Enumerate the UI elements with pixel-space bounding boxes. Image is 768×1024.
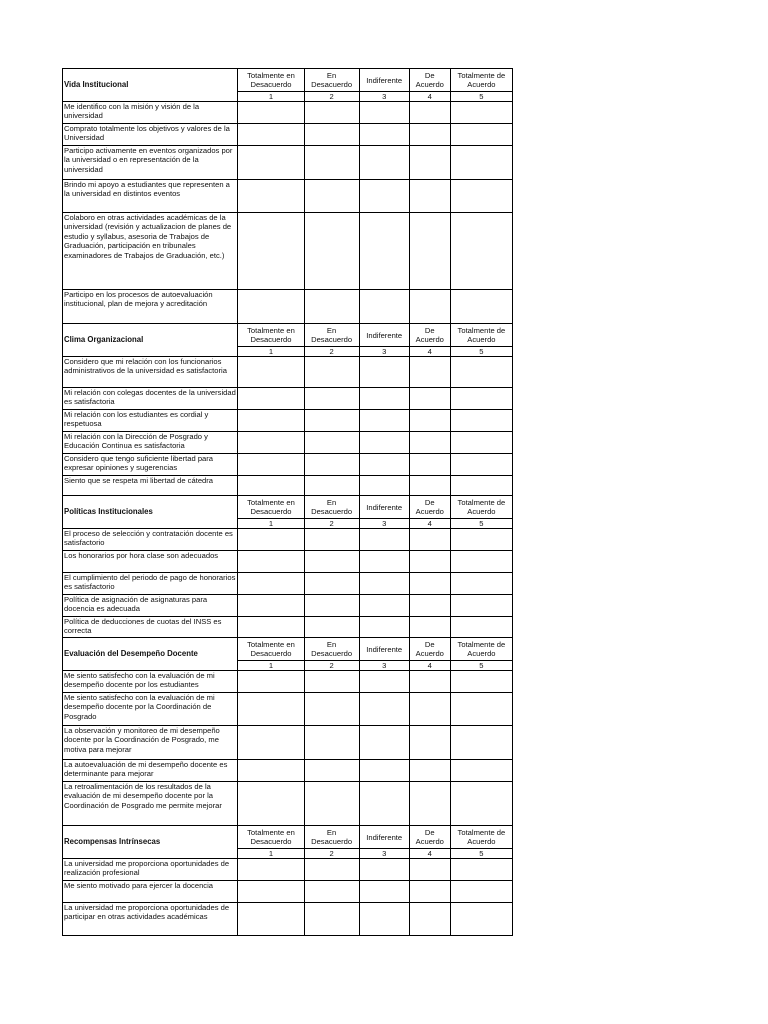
answer-cell[interactable] [304,290,359,324]
survey-table [62,68,513,936]
question-row [63,551,513,573]
answer-cell[interactable] [238,881,304,903]
answer-cell[interactable] [304,782,359,826]
scale-label: Totalmente de Acuerdo [450,638,512,661]
scale-value: 4 [409,347,450,357]
answer-cell[interactable] [238,595,304,617]
answer-cell[interactable] [359,881,409,903]
answer-cell[interactable] [450,357,512,388]
answer-cell[interactable] [409,290,450,324]
answer-cell[interactable] [238,671,304,693]
answer-cell[interactable] [359,357,409,388]
question-text: Mi relación con los estudiantes es cordial y respetuosa [63,410,238,432]
scale-value: 1 [238,519,304,529]
question-text: Siento que se respeta mi libertad de cátedra [63,476,238,496]
section-header-row [63,324,513,347]
answer-cell[interactable] [409,146,450,180]
scale-label: Totalmente en Desacuerdo [238,826,304,849]
answer-cell[interactable] [238,903,304,936]
question-text: La retroalimentación de los resultados de la evaluación de mi desempeño docente por la Coordinación de Posgrado me permite mejorar [63,782,238,826]
answer-cell[interactable] [450,388,512,410]
question-row [63,454,513,476]
question-row [63,671,513,693]
answer-cell[interactable] [450,693,512,726]
scale-value: 5 [450,661,512,671]
question-text: Política de asignación de asignaturas para docencia es adecuada [63,595,238,617]
scale-label: De Acuerdo [409,324,450,347]
answer-cell[interactable] [450,213,512,290]
answer-cell[interactable] [304,573,359,595]
scale-value: 1 [238,92,304,102]
answer-cell[interactable] [238,357,304,388]
answer-cell[interactable] [304,693,359,726]
answer-cell[interactable] [409,760,450,782]
question-row [63,146,513,180]
answer-cell[interactable] [238,760,304,782]
scale-label: En Desacuerdo [304,324,359,347]
scale-label: Totalmente en Desacuerdo [238,496,304,519]
scale-value: 3 [359,661,409,671]
question-text: La universidad me proporciona oportunidades de realización profesional [63,859,238,881]
section-title: Políticas Institucionales [63,496,238,529]
section-header-row [63,69,513,92]
answer-cell[interactable] [304,454,359,476]
question-text: Considero que mi relación con los funcionarios administrativos de la universidad es satisfactoria [63,357,238,388]
answer-cell[interactable] [409,124,450,146]
scale-label: En Desacuerdo [304,69,359,92]
answer-cell[interactable] [409,782,450,826]
question-text: La autoevaluación de mi desempeño docente es determinante para mejorar [63,760,238,782]
answer-cell[interactable] [450,124,512,146]
question-row [63,432,513,454]
answer-cell[interactable] [409,726,450,760]
answer-cell[interactable] [450,180,512,213]
answer-cell[interactable] [304,102,359,124]
answer-cell[interactable] [304,903,359,936]
scale-value: 2 [304,519,359,529]
answer-cell[interactable] [238,102,304,124]
question-text: El cumplimiento del periodo de pago de honorarios es satisfactorio [63,573,238,595]
answer-cell[interactable] [450,595,512,617]
question-text: Los honorarios por hora clase son adecuados [63,551,238,573]
question-row [63,859,513,881]
answer-cell[interactable] [359,388,409,410]
answer-cell[interactable] [304,726,359,760]
question-row [63,388,513,410]
answer-cell[interactable] [450,617,512,638]
question-row [63,760,513,782]
scale-label: De Acuerdo [409,638,450,661]
answer-cell[interactable] [359,573,409,595]
question-text: Brindo mi apoyo a estudiantes que representen a la universidad en distintos eventos [63,180,238,213]
question-row [63,782,513,826]
scale-value: 3 [359,92,409,102]
section-header-row [63,826,513,849]
answer-cell[interactable] [450,903,512,936]
answer-cell[interactable] [450,476,512,496]
answer-cell[interactable] [238,573,304,595]
answer-cell[interactable] [304,432,359,454]
scale-value: 1 [238,347,304,357]
answer-cell[interactable] [238,290,304,324]
scale-value: 1 [238,849,304,859]
answer-cell[interactable] [238,432,304,454]
question-text: Considero que tengo suficiente libertad para expresar opiniones y sugerencias [63,454,238,476]
scale-value: 3 [359,347,409,357]
question-row [63,357,513,388]
answer-cell[interactable] [409,693,450,726]
scale-value: 5 [450,92,512,102]
answer-cell[interactable] [409,388,450,410]
question-text: Me identifico con la misión y visión de la universidad [63,102,238,124]
answer-cell[interactable] [450,881,512,903]
answer-cell[interactable] [359,454,409,476]
answer-cell[interactable] [450,551,512,573]
answer-cell[interactable] [304,529,359,551]
question-row [63,617,513,638]
section-title: Clima Organizacional [63,324,238,357]
answer-cell[interactable] [409,859,450,881]
answer-cell[interactable] [359,410,409,432]
answer-cell[interactable] [359,693,409,726]
answer-cell[interactable] [359,726,409,760]
question-text: Me siento motivado para ejercer la docencia [63,881,238,903]
question-row [63,595,513,617]
scale-label: Totalmente de Acuerdo [450,69,512,92]
answer-cell[interactable] [409,573,450,595]
scale-value: 2 [304,92,359,102]
answer-cell[interactable] [450,102,512,124]
answer-cell[interactable] [238,726,304,760]
scale-label: Totalmente en Desacuerdo [238,324,304,347]
answer-cell[interactable] [304,859,359,881]
scale-value: 4 [409,519,450,529]
scale-label: Totalmente en Desacuerdo [238,638,304,661]
question-text: Participo en los procesos de autoevaluación institucional, plan de mejora y acreditación [63,290,238,324]
answer-cell[interactable] [238,693,304,726]
question-text: Política de deducciones de cuotas del INSS es correcta [63,617,238,638]
question-row [63,693,513,726]
question-row [63,102,513,124]
answer-cell[interactable] [409,529,450,551]
answer-cell[interactable] [409,881,450,903]
answer-cell[interactable] [304,760,359,782]
scale-value: 4 [409,661,450,671]
answer-cell[interactable] [238,213,304,290]
answer-cell[interactable] [450,290,512,324]
scale-value: 5 [450,347,512,357]
answer-cell[interactable] [359,903,409,936]
answer-cell[interactable] [409,903,450,936]
scale-value: 2 [304,849,359,859]
scale-value: 5 [450,519,512,529]
answer-cell[interactable] [359,102,409,124]
answer-cell[interactable] [304,881,359,903]
question-text: Mi relación con colegas docentes de la universidad es satisfactoria [63,388,238,410]
answer-cell[interactable] [409,357,450,388]
answer-cell[interactable] [450,529,512,551]
question-row [63,903,513,936]
answer-cell[interactable] [409,454,450,476]
question-row [63,124,513,146]
scale-value: 4 [409,849,450,859]
scale-value: 4 [409,92,450,102]
answer-cell[interactable] [359,782,409,826]
answer-cell[interactable] [304,180,359,213]
answer-cell[interactable] [359,432,409,454]
answer-cell[interactable] [238,410,304,432]
scale-label: En Desacuerdo [304,638,359,661]
answer-cell[interactable] [238,146,304,180]
scale-value: 2 [304,347,359,357]
answer-cell[interactable] [304,595,359,617]
answer-cell[interactable] [304,551,359,573]
scale-value: 3 [359,519,409,529]
answer-cell[interactable] [359,146,409,180]
section-title: Vida Institucional [63,69,238,102]
scale-value: 5 [450,849,512,859]
scale-label: Totalmente de Acuerdo [450,496,512,519]
question-row [63,881,513,903]
answer-cell[interactable] [359,529,409,551]
scale-value: 2 [304,661,359,671]
question-text: Comprato totalmente los objetivos y valores de la Universidad [63,124,238,146]
answer-cell[interactable] [304,671,359,693]
question-row [63,529,513,551]
question-row [63,213,513,290]
scale-value: 1 [238,661,304,671]
answer-cell[interactable] [409,476,450,496]
scale-value: 3 [359,849,409,859]
answer-cell[interactable] [359,859,409,881]
question-row [63,726,513,760]
scale-label: Totalmente de Acuerdo [450,324,512,347]
scale-label: De Acuerdo [409,826,450,849]
scale-label: Indiferente [359,69,409,92]
scale-label: Indiferente [359,826,409,849]
answer-cell[interactable] [409,180,450,213]
answer-cell[interactable] [304,213,359,290]
scale-label: Totalmente de Acuerdo [450,826,512,849]
answer-cell[interactable] [450,671,512,693]
question-text: Me siento satisfecho con la evaluación de mi desempeño docente por los estudiantes [63,671,238,693]
question-row [63,180,513,213]
answer-cell[interactable] [450,410,512,432]
answer-cell[interactable] [409,595,450,617]
question-text: Mi relación con la Dirección de Posgrado y Educación Continua es satisfactoria [63,432,238,454]
answer-cell[interactable] [238,529,304,551]
answer-cell[interactable] [359,760,409,782]
answer-cell[interactable] [238,859,304,881]
scale-label: En Desacuerdo [304,496,359,519]
scale-label: Indiferente [359,496,409,519]
answer-cell[interactable] [359,290,409,324]
answer-cell[interactable] [450,782,512,826]
answer-cell[interactable] [238,617,304,638]
answer-cell[interactable] [238,454,304,476]
section-header-row [63,496,513,519]
scale-label: En Desacuerdo [304,826,359,849]
answer-cell[interactable] [409,410,450,432]
section-header-row [63,638,513,661]
scale-label: Indiferente [359,324,409,347]
answer-cell[interactable] [304,388,359,410]
answer-cell[interactable] [409,551,450,573]
scale-label: Indiferente [359,638,409,661]
scale-label: De Acuerdo [409,69,450,92]
answer-cell[interactable] [409,102,450,124]
answer-cell[interactable] [304,410,359,432]
answer-cell[interactable] [238,180,304,213]
answer-cell[interactable] [238,782,304,826]
answer-cell[interactable] [450,573,512,595]
answer-cell[interactable] [409,671,450,693]
answer-cell[interactable] [238,551,304,573]
answer-cell[interactable] [304,146,359,180]
question-row [63,410,513,432]
answer-cell[interactable] [409,432,450,454]
answer-cell[interactable] [359,551,409,573]
answer-cell[interactable] [359,617,409,638]
answer-cell[interactable] [359,213,409,290]
answer-cell[interactable] [450,454,512,476]
answer-cell[interactable] [304,357,359,388]
section-title: Recompensas Intrínsecas [63,826,238,859]
question-text: La observación y monitoreo de mi desempeño docente por la Coordinación de Posgrado, me motiva para mejorar [63,726,238,760]
answer-cell[interactable] [359,180,409,213]
question-text: El proceso de selección y contratación docente es satisfactorio [63,529,238,551]
question-text: La universidad me proporciona oportunidades de participar en otras actividades académicas [63,903,238,936]
question-row [63,290,513,324]
answer-cell[interactable] [450,760,512,782]
scale-label: Totalmente en Desacuerdo [238,69,304,92]
section-title: Evaluación del Desempeño Docente [63,638,238,671]
answer-cell[interactable] [359,595,409,617]
question-text: Participo activamente en eventos organizados por la universidad o en representación de la universidad [63,146,238,180]
answer-cell[interactable] [409,617,450,638]
answer-cell[interactable] [238,124,304,146]
answer-cell[interactable] [304,617,359,638]
answer-cell[interactable] [359,476,409,496]
answer-cell[interactable] [409,213,450,290]
answer-cell[interactable] [359,671,409,693]
answer-cell[interactable] [238,388,304,410]
answer-cell[interactable] [359,124,409,146]
answer-cell[interactable] [238,476,304,496]
question-row [63,476,513,496]
answer-cell[interactable] [450,432,512,454]
question-text: Colaboro en otras actividades académicas de la universidad (revisión y actualizacion de planes de estudio y syllabus, asesoria de Trabajos de Graduación, participación en tribunales examinadores de Trabajos de Graduación, etc.) [63,213,238,290]
question-row [63,573,513,595]
scale-label: De Acuerdo [409,496,450,519]
answer-cell[interactable] [450,726,512,760]
answer-cell[interactable] [304,476,359,496]
answer-cell[interactable] [304,124,359,146]
question-text: Me siento satisfecho con la evaluación de mi desempeño docente por la Coordinación de Posgrado [63,693,238,726]
answer-cell[interactable] [450,859,512,881]
answer-cell[interactable] [450,146,512,180]
